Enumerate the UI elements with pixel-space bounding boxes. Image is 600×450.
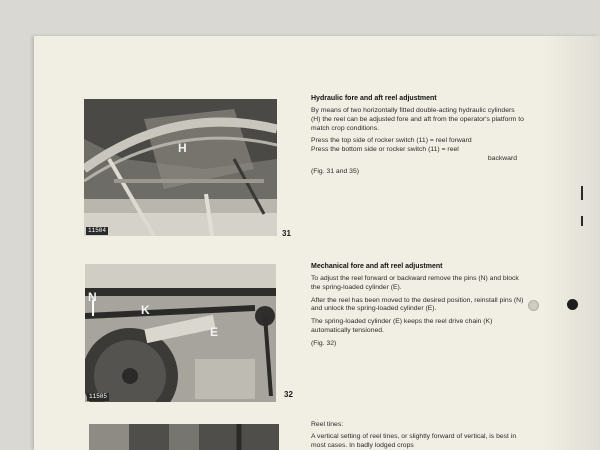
paragraph: backward (487, 154, 517, 162)
paragraph: Press the bottom side or rocker switch (11) = reel (311, 146, 459, 154)
paragraph: (Fig. 31 and 35) (311, 167, 359, 175)
section-mechanical (311, 263, 525, 353)
spine-mark (581, 186, 583, 200)
photo-label-k: K (141, 303, 150, 317)
paragraph: Press the top side of rocker switch (11) = reel forward (311, 137, 472, 145)
paragraph: A vertical setting of reel tines, or slightly forward of vertical, is best in most cases. In badly lodged crops (311, 432, 517, 449)
section-title: Reel tines: (311, 421, 344, 428)
figure-number: 31 (282, 229, 291, 238)
photo-code: 11504 (88, 227, 107, 234)
paragraph: By means of two horizontally fitted double-acting hydraulic cylinders (H) the reel can be adjusted fore and aft from the operator's platform to match crop conditions. (311, 107, 524, 132)
binder-hole (567, 299, 578, 310)
photo-label-n: N (88, 290, 97, 304)
section-title: Hydraulic fore and aft reel adjustment (311, 95, 437, 102)
page-shadow (542, 36, 600, 450)
binder-hole (528, 300, 539, 311)
paragraph: (Fig. 32) (311, 339, 337, 347)
figure-number: 32 (284, 390, 293, 399)
section-reel-tines (311, 421, 525, 450)
paragraph: To adjust the reel forward or backward remove the pins (N) and block the spring-loaded cylinder (E). (311, 275, 519, 291)
section-title: Mechanical fore and aft reel adjustment (311, 263, 443, 270)
figure-31-photo (84, 99, 277, 236)
photo-label-e: E (210, 325, 219, 339)
figure-32-photo (85, 264, 276, 402)
photo-code: 11505 (89, 393, 108, 400)
figure-33-photo (89, 424, 279, 450)
paragraph: After the reel has been moved to the desired position, reinstall pins (N) and unlock the spring-loaded cylinder (E). (311, 296, 524, 313)
paragraph: The spring-loaded cylinder (E) keeps the reel drive chain (K) automatically tensioned. (311, 318, 493, 334)
photo-label-h: H (178, 141, 187, 155)
manual-page (34, 36, 600, 450)
section-hydraulic (311, 95, 525, 181)
spine-mark (581, 216, 583, 226)
